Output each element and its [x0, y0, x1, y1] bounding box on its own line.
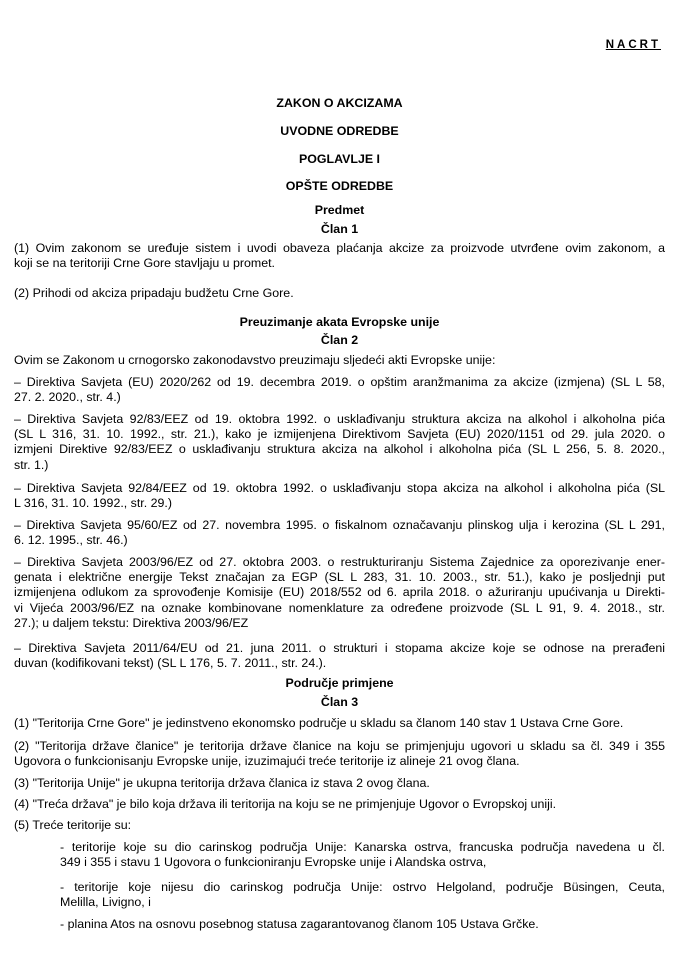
chapter-number: POGLAVLJE I: [298, 152, 380, 166]
article-2-item-6: – Direktiva Savjeta 2011/64/EU od 21. juna 2011. o strukturi i stopama akcize koje se odnose na prerađeni duvan (kodifikovani tekst) (SL L 176, 5. 7. 2011., str. 24.).: [14, 641, 665, 671]
article-3-paragraph-4: (4) "Treća država" je bilo koja država ili teritorija na koju se ne primjenjuje Ugovor o Evropskoj uniji.: [14, 797, 557, 811]
article-2-item-4: – Direktiva Savjeta 95/60/EZ od 27. novembra 1995. o fiskalnom označavanju plinskog ulja i kerozina (SL L 291, 6. 12. 1995., str. 46.): [14, 518, 665, 548]
article-3-item-3: - planina Atos na osnovu posebnog statusa zagarantovanog članom 105 Ustava Grčke.: [60, 917, 539, 931]
article-2-item-3: – Direktiva Savjeta 92/84/EEZ od 19. oktobra 1992. o usklađivanju stopa akciza na alkohol i alkoholna pića (SL L 316, 31. 10. 1992., str. 29.): [14, 481, 665, 511]
article-2-intro: Ovim se Zakonom u crnogorsko zakonodavstvo preuzimaju sljedeći akti Evropske unije:: [14, 353, 496, 367]
chapter-title: OPŠTE ODREDBE: [285, 179, 394, 193]
section-heading-preuzimanje: Preuzimanje akata Evropske unije: [239, 315, 440, 329]
document-page: [14, 0, 665, 960]
article-3-paragraph-2: (2) "Teritorija države članice" je teritorija države članice na koju se primjenjuju ugovori u skladu sa čl. 349 i 355 Ugovora o funkcionisanju Evropske unije, izuzimajući treće teritorije iz alineje 21 ovog člana.: [14, 739, 665, 769]
article-3-item-1: - teritorije koje su dio carinskog područja Unije: Kanarska ostrva, francuska područja navedena u čl. 349 i 355 i stavu 1 Ugovora o funkcioniranju Evropske unije i Alandska ostrva,: [60, 840, 665, 870]
article-3-paragraph-1: (1) "Teritorija Crne Gore" je jedinstveno ekonomsko područje u skladu sa članom 140 stav 1 Ustava Crne Gore.: [14, 716, 624, 730]
article-1-number: Član 1: [320, 222, 359, 236]
article-3-paragraph-3: (3) "Teritorija Unije" je ukupna teritorija država članica iz stava 2 ovog člana.: [14, 776, 430, 790]
article-2-number: Član 2: [320, 333, 359, 347]
article-2-item-1: – Direktiva Savjeta (EU) 2020/262 od 19. decembra 2019. o opštim aranžmanima za akcize (izmjena) (SL L 58, 27. 2. 2020., str. 4.): [14, 375, 665, 405]
section-heading-podrucje: Područje primjene: [285, 676, 394, 690]
article-1-paragraph-1: (1) Ovim zakonom se uređuje sistem i uvodi obaveza plaćanja akcize za proizvode utvrđene ovim zakonom, a koji se na teritoriji Crne Gore stavljaju u promet.: [14, 241, 665, 271]
article-3-item-2: - teritorije koje nijesu dio carinskog područja Unije: ostrvo Helgoland, područje Büsingen, Ceuta, Melilla, Livigno, i: [60, 880, 665, 910]
article-3-paragraph-5: (5) Treće teritorije su:: [14, 818, 132, 832]
article-2-item-2: – Direktiva Savjeta 92/83/EEZ od 19. oktobra 1992. o usklađivanju struktura akciza na alkohol i alkoholna pića (SL L 316, 31. 10. 1992., str. 21.), kako je izmijenjena Direktivom Savjeta (EU) 2020/1151 od 29. jula 2020. o izmjeni Direktive 92/83/EEZ o usklađivanju struktura akciza na alkohol i alkoholna pića (SL L 256, 5. 8. 2020., str. 1.): [14, 412, 665, 472]
section-heading-predmet: Predmet: [314, 203, 365, 217]
part-title: UVODNE ODREDBE: [280, 124, 399, 138]
article-3-number: Član 3: [320, 695, 359, 709]
article-1-paragraph-2: (2) Prihodi od akciza pripadaju budžetu Crne Gore.: [14, 286, 294, 300]
article-2-item-5: – Direktiva Savjeta 2003/96/EZ od 27. oktobra 2003. o restrukturiranju Sistema Zajednice za oporezivanje ener- genata i električne energije Tekst značajan za EGP (SL L 283, 31. 10. 2003., str. 51.), kako je posljednji put izmijenjena odlukom za sprovođenje Komisije (EU) 2018/552 od 6. aprila 2018. o ažuriranju upućivanja u Direkti- vi Vijeća 2003/96/EZ na oznake kombinovane nomenklature za određene proizvode (SL L 91, 9. 4. 2018., str. 27.); u daljem tekstu: Direktiva 2003/96/EZ: [14, 555, 665, 630]
draft-label: NACRT: [605, 39, 661, 51]
law-title: ZAKON O AKCIZAMA: [276, 96, 403, 110]
